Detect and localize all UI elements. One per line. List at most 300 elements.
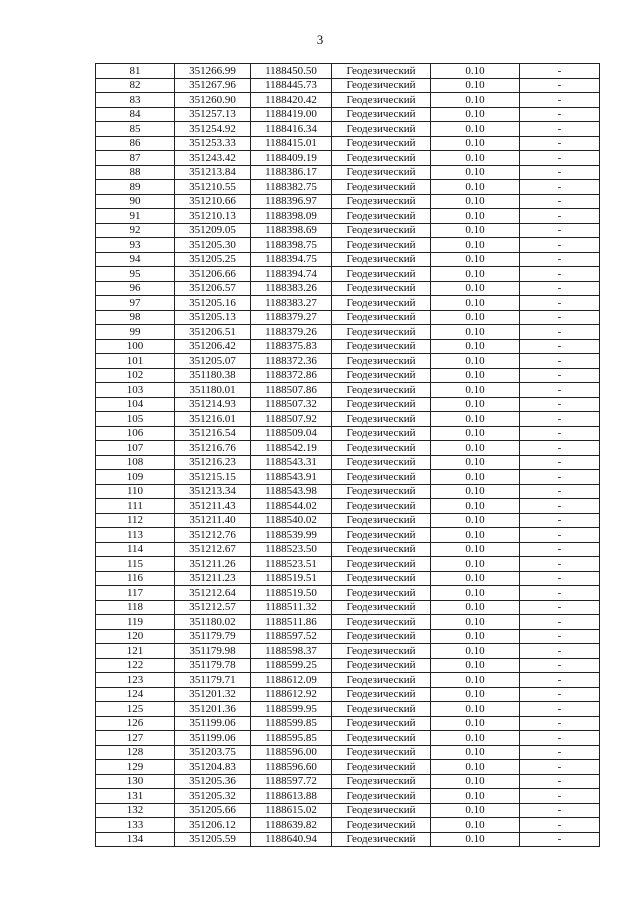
note-cell: - bbox=[520, 151, 600, 166]
point-number-cell: 106 bbox=[96, 426, 175, 441]
y-coordinate-cell: 1188383.26 bbox=[251, 281, 332, 296]
note-cell: - bbox=[520, 209, 600, 224]
method-cell: Геодезический bbox=[332, 760, 431, 775]
y-coordinate-cell: 1188394.75 bbox=[251, 252, 332, 267]
point-number-cell: 104 bbox=[96, 397, 175, 412]
y-coordinate-cell: 1188519.51 bbox=[251, 571, 332, 586]
table-row bbox=[96, 455, 600, 470]
method-cell: Геодезический bbox=[332, 571, 431, 586]
x-coordinate-cell: 351215.15 bbox=[175, 470, 251, 485]
accuracy-cell: 0.10 bbox=[431, 368, 520, 383]
point-number-cell: 101 bbox=[96, 354, 175, 369]
y-coordinate-cell: 1188599.25 bbox=[251, 658, 332, 673]
method-cell: Геодезический bbox=[332, 151, 431, 166]
accuracy-cell: 0.10 bbox=[431, 644, 520, 659]
note-cell: - bbox=[520, 600, 600, 615]
point-number-cell: 127 bbox=[96, 731, 175, 746]
table-row bbox=[96, 731, 600, 746]
table-row bbox=[96, 209, 600, 224]
table-row bbox=[96, 122, 600, 137]
method-cell: Геодезический bbox=[332, 223, 431, 238]
point-number-cell: 103 bbox=[96, 383, 175, 398]
table-row bbox=[96, 484, 600, 499]
y-coordinate-cell: 1188420.42 bbox=[251, 93, 332, 108]
y-coordinate-cell: 1188507.32 bbox=[251, 397, 332, 412]
method-cell: Геодезический bbox=[332, 789, 431, 804]
table-row bbox=[96, 180, 600, 195]
point-number-cell: 90 bbox=[96, 194, 175, 209]
method-cell: Геодезический bbox=[332, 542, 431, 557]
table-row bbox=[96, 93, 600, 108]
accuracy-cell: 0.10 bbox=[431, 702, 520, 717]
note-cell: - bbox=[520, 383, 600, 398]
y-coordinate-cell: 1188544.02 bbox=[251, 499, 332, 514]
accuracy-cell: 0.10 bbox=[431, 209, 520, 224]
table-row bbox=[96, 383, 600, 398]
x-coordinate-cell: 351211.26 bbox=[175, 557, 251, 572]
x-coordinate-cell: 351216.23 bbox=[175, 455, 251, 470]
point-number-cell: 109 bbox=[96, 470, 175, 485]
method-cell: Геодезический bbox=[332, 832, 431, 847]
x-coordinate-cell: 351216.76 bbox=[175, 441, 251, 456]
y-coordinate-cell: 1188615.02 bbox=[251, 803, 332, 818]
y-coordinate-cell: 1188639.82 bbox=[251, 818, 332, 833]
table-row bbox=[96, 281, 600, 296]
point-number-cell: 116 bbox=[96, 571, 175, 586]
table-row bbox=[96, 586, 600, 601]
point-number-cell: 134 bbox=[96, 832, 175, 847]
point-number-cell: 107 bbox=[96, 441, 175, 456]
x-coordinate-cell: 351201.32 bbox=[175, 687, 251, 702]
note-cell: - bbox=[520, 441, 600, 456]
x-coordinate-cell: 351210.13 bbox=[175, 209, 251, 224]
table-row bbox=[96, 818, 600, 833]
method-cell: Геодезический bbox=[332, 354, 431, 369]
table-row bbox=[96, 528, 600, 543]
x-coordinate-cell: 351206.42 bbox=[175, 339, 251, 354]
method-cell: Геодезический bbox=[332, 209, 431, 224]
accuracy-cell: 0.10 bbox=[431, 64, 520, 79]
x-coordinate-cell: 351267.96 bbox=[175, 78, 251, 93]
point-number-cell: 113 bbox=[96, 528, 175, 543]
x-coordinate-cell: 351179.98 bbox=[175, 644, 251, 659]
y-coordinate-cell: 1188542.19 bbox=[251, 441, 332, 456]
x-coordinate-cell: 351179.71 bbox=[175, 673, 251, 688]
note-cell: - bbox=[520, 136, 600, 151]
table-row bbox=[96, 745, 600, 760]
point-number-cell: 89 bbox=[96, 180, 175, 195]
method-cell: Геодезический bbox=[332, 136, 431, 151]
accuracy-cell: 0.10 bbox=[431, 470, 520, 485]
point-number-cell: 87 bbox=[96, 151, 175, 166]
point-number-cell: 108 bbox=[96, 455, 175, 470]
y-coordinate-cell: 1188394.74 bbox=[251, 267, 332, 282]
accuracy-cell: 0.10 bbox=[431, 267, 520, 282]
y-coordinate-cell: 1188409.19 bbox=[251, 151, 332, 166]
accuracy-cell: 0.10 bbox=[431, 716, 520, 731]
point-number-cell: 96 bbox=[96, 281, 175, 296]
accuracy-cell: 0.10 bbox=[431, 818, 520, 833]
accuracy-cell: 0.10 bbox=[431, 151, 520, 166]
method-cell: Геодезический bbox=[332, 412, 431, 427]
y-coordinate-cell: 1188419.00 bbox=[251, 107, 332, 122]
method-cell: Геодезический bbox=[332, 499, 431, 514]
note-cell: - bbox=[520, 397, 600, 412]
accuracy-cell: 0.10 bbox=[431, 760, 520, 775]
coordinates-table bbox=[95, 63, 600, 847]
point-number-cell: 91 bbox=[96, 209, 175, 224]
x-coordinate-cell: 351216.54 bbox=[175, 426, 251, 441]
y-coordinate-cell: 1188511.86 bbox=[251, 615, 332, 630]
method-cell: Геодезический bbox=[332, 615, 431, 630]
table-row bbox=[96, 151, 600, 166]
point-number-cell: 121 bbox=[96, 644, 175, 659]
y-coordinate-cell: 1188375.83 bbox=[251, 339, 332, 354]
note-cell: - bbox=[520, 644, 600, 659]
method-cell: Геодезический bbox=[332, 78, 431, 93]
x-coordinate-cell: 351257.13 bbox=[175, 107, 251, 122]
table-row bbox=[96, 658, 600, 673]
y-coordinate-cell: 1188543.98 bbox=[251, 484, 332, 499]
table-row bbox=[96, 252, 600, 267]
x-coordinate-cell: 351205.36 bbox=[175, 774, 251, 789]
note-cell: - bbox=[520, 513, 600, 528]
y-coordinate-cell: 1188450.50 bbox=[251, 64, 332, 79]
note-cell: - bbox=[520, 412, 600, 427]
note-cell: - bbox=[520, 78, 600, 93]
note-cell: - bbox=[520, 803, 600, 818]
accuracy-cell: 0.10 bbox=[431, 354, 520, 369]
x-coordinate-cell: 351180.38 bbox=[175, 368, 251, 383]
table-row bbox=[96, 107, 600, 122]
point-number-cell: 117 bbox=[96, 586, 175, 601]
accuracy-cell: 0.10 bbox=[431, 93, 520, 108]
method-cell: Геодезический bbox=[332, 397, 431, 412]
table-row bbox=[96, 368, 600, 383]
table-row bbox=[96, 325, 600, 340]
point-number-cell: 130 bbox=[96, 774, 175, 789]
note-cell: - bbox=[520, 194, 600, 209]
point-number-cell: 102 bbox=[96, 368, 175, 383]
y-coordinate-cell: 1188398.69 bbox=[251, 223, 332, 238]
point-number-cell: 92 bbox=[96, 223, 175, 238]
accuracy-cell: 0.10 bbox=[431, 136, 520, 151]
point-number-cell: 114 bbox=[96, 542, 175, 557]
point-number-cell: 133 bbox=[96, 818, 175, 833]
method-cell: Геодезический bbox=[332, 165, 431, 180]
point-number-cell: 118 bbox=[96, 600, 175, 615]
method-cell: Геодезический bbox=[332, 687, 431, 702]
point-number-cell: 105 bbox=[96, 412, 175, 427]
method-cell: Геодезический bbox=[332, 586, 431, 601]
note-cell: - bbox=[520, 702, 600, 717]
point-number-cell: 131 bbox=[96, 789, 175, 804]
point-number-cell: 88 bbox=[96, 165, 175, 180]
table-row bbox=[96, 832, 600, 847]
note-cell: - bbox=[520, 745, 600, 760]
table-row bbox=[96, 542, 600, 557]
table-row bbox=[96, 600, 600, 615]
note-cell: - bbox=[520, 252, 600, 267]
point-number-cell: 93 bbox=[96, 238, 175, 253]
table-row bbox=[96, 687, 600, 702]
y-coordinate-cell: 1188596.00 bbox=[251, 745, 332, 760]
x-coordinate-cell: 351203.75 bbox=[175, 745, 251, 760]
point-number-cell: 83 bbox=[96, 93, 175, 108]
method-cell: Геодезический bbox=[332, 441, 431, 456]
point-number-cell: 85 bbox=[96, 122, 175, 137]
y-coordinate-cell: 1188379.27 bbox=[251, 310, 332, 325]
y-coordinate-cell: 1188509.04 bbox=[251, 426, 332, 441]
accuracy-cell: 0.10 bbox=[431, 571, 520, 586]
method-cell: Геодезический bbox=[332, 658, 431, 673]
accuracy-cell: 0.10 bbox=[431, 455, 520, 470]
method-cell: Геодезический bbox=[332, 122, 431, 137]
method-cell: Геодезический bbox=[332, 281, 431, 296]
y-coordinate-cell: 1188383.27 bbox=[251, 296, 332, 311]
method-cell: Геодезический bbox=[332, 731, 431, 746]
table-row bbox=[96, 78, 600, 93]
y-coordinate-cell: 1188596.60 bbox=[251, 760, 332, 775]
table-row bbox=[96, 267, 600, 282]
accuracy-cell: 0.10 bbox=[431, 832, 520, 847]
table-row bbox=[96, 789, 600, 804]
x-coordinate-cell: 351199.06 bbox=[175, 716, 251, 731]
method-cell: Геодезический bbox=[332, 557, 431, 572]
point-number-cell: 126 bbox=[96, 716, 175, 731]
note-cell: - bbox=[520, 673, 600, 688]
method-cell: Геодезический bbox=[332, 774, 431, 789]
y-coordinate-cell: 1188398.75 bbox=[251, 238, 332, 253]
y-coordinate-cell: 1188386.17 bbox=[251, 165, 332, 180]
table-row bbox=[96, 397, 600, 412]
note-cell: - bbox=[520, 93, 600, 108]
note-cell: - bbox=[520, 64, 600, 79]
method-cell: Геодезический bbox=[332, 194, 431, 209]
note-cell: - bbox=[520, 615, 600, 630]
note-cell: - bbox=[520, 499, 600, 514]
accuracy-cell: 0.10 bbox=[431, 658, 520, 673]
x-coordinate-cell: 351206.51 bbox=[175, 325, 251, 340]
accuracy-cell: 0.10 bbox=[431, 789, 520, 804]
table-row bbox=[96, 803, 600, 818]
x-coordinate-cell: 351211.23 bbox=[175, 571, 251, 586]
table-row bbox=[96, 644, 600, 659]
method-cell: Геодезический bbox=[332, 339, 431, 354]
method-cell: Геодезический bbox=[332, 368, 431, 383]
accuracy-cell: 0.10 bbox=[431, 499, 520, 514]
x-coordinate-cell: 351205.16 bbox=[175, 296, 251, 311]
x-coordinate-cell: 351212.67 bbox=[175, 542, 251, 557]
accuracy-cell: 0.10 bbox=[431, 426, 520, 441]
note-cell: - bbox=[520, 310, 600, 325]
x-coordinate-cell: 351205.32 bbox=[175, 789, 251, 804]
x-coordinate-cell: 351205.30 bbox=[175, 238, 251, 253]
table-row bbox=[96, 615, 600, 630]
x-coordinate-cell: 351205.59 bbox=[175, 832, 251, 847]
y-coordinate-cell: 1188398.09 bbox=[251, 209, 332, 224]
note-cell: - bbox=[520, 281, 600, 296]
point-number-cell: 132 bbox=[96, 803, 175, 818]
accuracy-cell: 0.10 bbox=[431, 731, 520, 746]
accuracy-cell: 0.10 bbox=[431, 484, 520, 499]
x-coordinate-cell: 351211.43 bbox=[175, 499, 251, 514]
x-coordinate-cell: 351213.34 bbox=[175, 484, 251, 499]
method-cell: Геодезический bbox=[332, 383, 431, 398]
y-coordinate-cell: 1188507.92 bbox=[251, 412, 332, 427]
accuracy-cell: 0.10 bbox=[431, 557, 520, 572]
accuracy-cell: 0.10 bbox=[431, 281, 520, 296]
y-coordinate-cell: 1188396.97 bbox=[251, 194, 332, 209]
table-row bbox=[96, 716, 600, 731]
table-row bbox=[96, 673, 600, 688]
method-cell: Геодезический bbox=[332, 513, 431, 528]
y-coordinate-cell: 1188540.02 bbox=[251, 513, 332, 528]
method-cell: Геодезический bbox=[332, 107, 431, 122]
note-cell: - bbox=[520, 368, 600, 383]
method-cell: Геодезический bbox=[332, 673, 431, 688]
coordinates-table-body bbox=[96, 64, 600, 847]
x-coordinate-cell: 351213.84 bbox=[175, 165, 251, 180]
method-cell: Геодезический bbox=[332, 64, 431, 79]
note-cell: - bbox=[520, 789, 600, 804]
x-coordinate-cell: 351243.42 bbox=[175, 151, 251, 166]
note-cell: - bbox=[520, 122, 600, 137]
y-coordinate-cell: 1188523.50 bbox=[251, 542, 332, 557]
x-coordinate-cell: 351205.13 bbox=[175, 310, 251, 325]
note-cell: - bbox=[520, 107, 600, 122]
point-number-cell: 100 bbox=[96, 339, 175, 354]
table-row bbox=[96, 702, 600, 717]
accuracy-cell: 0.10 bbox=[431, 122, 520, 137]
method-cell: Геодезический bbox=[332, 716, 431, 731]
note-cell: - bbox=[520, 629, 600, 644]
note-cell: - bbox=[520, 455, 600, 470]
point-number-cell: 115 bbox=[96, 557, 175, 572]
note-cell: - bbox=[520, 731, 600, 746]
accuracy-cell: 0.10 bbox=[431, 165, 520, 180]
point-number-cell: 99 bbox=[96, 325, 175, 340]
accuracy-cell: 0.10 bbox=[431, 238, 520, 253]
accuracy-cell: 0.10 bbox=[431, 673, 520, 688]
y-coordinate-cell: 1188382.75 bbox=[251, 180, 332, 195]
table-row bbox=[96, 354, 600, 369]
method-cell: Геодезический bbox=[332, 325, 431, 340]
note-cell: - bbox=[520, 267, 600, 282]
y-coordinate-cell: 1188379.26 bbox=[251, 325, 332, 340]
method-cell: Геодезический bbox=[332, 238, 431, 253]
method-cell: Геодезический bbox=[332, 484, 431, 499]
x-coordinate-cell: 351209.05 bbox=[175, 223, 251, 238]
method-cell: Геодезический bbox=[332, 818, 431, 833]
x-coordinate-cell: 351260.90 bbox=[175, 93, 251, 108]
accuracy-cell: 0.10 bbox=[431, 441, 520, 456]
x-coordinate-cell: 351210.55 bbox=[175, 180, 251, 195]
x-coordinate-cell: 351266.99 bbox=[175, 64, 251, 79]
point-number-cell: 94 bbox=[96, 252, 175, 267]
y-coordinate-cell: 1188372.36 bbox=[251, 354, 332, 369]
accuracy-cell: 0.10 bbox=[431, 412, 520, 427]
y-coordinate-cell: 1188519.50 bbox=[251, 586, 332, 601]
accuracy-cell: 0.10 bbox=[431, 600, 520, 615]
point-number-cell: 120 bbox=[96, 629, 175, 644]
note-cell: - bbox=[520, 658, 600, 673]
table-row bbox=[96, 296, 600, 311]
table-row bbox=[96, 513, 600, 528]
accuracy-cell: 0.10 bbox=[431, 223, 520, 238]
table-row bbox=[96, 310, 600, 325]
point-number-cell: 124 bbox=[96, 687, 175, 702]
table-row bbox=[96, 136, 600, 151]
y-coordinate-cell: 1188507.86 bbox=[251, 383, 332, 398]
method-cell: Геодезический bbox=[332, 310, 431, 325]
accuracy-cell: 0.10 bbox=[431, 803, 520, 818]
x-coordinate-cell: 351201.36 bbox=[175, 702, 251, 717]
method-cell: Геодезический bbox=[332, 93, 431, 108]
table-row bbox=[96, 194, 600, 209]
x-coordinate-cell: 351210.66 bbox=[175, 194, 251, 209]
accuracy-cell: 0.10 bbox=[431, 513, 520, 528]
x-coordinate-cell: 351179.78 bbox=[175, 658, 251, 673]
table-row bbox=[96, 426, 600, 441]
point-number-cell: 97 bbox=[96, 296, 175, 311]
note-cell: - bbox=[520, 339, 600, 354]
accuracy-cell: 0.10 bbox=[431, 615, 520, 630]
note-cell: - bbox=[520, 832, 600, 847]
y-coordinate-cell: 1188612.92 bbox=[251, 687, 332, 702]
accuracy-cell: 0.10 bbox=[431, 296, 520, 311]
note-cell: - bbox=[520, 165, 600, 180]
y-coordinate-cell: 1188543.31 bbox=[251, 455, 332, 470]
accuracy-cell: 0.10 bbox=[431, 194, 520, 209]
accuracy-cell: 0.10 bbox=[431, 687, 520, 702]
x-coordinate-cell: 351199.06 bbox=[175, 731, 251, 746]
x-coordinate-cell: 351212.57 bbox=[175, 600, 251, 615]
note-cell: - bbox=[520, 760, 600, 775]
table-row bbox=[96, 441, 600, 456]
accuracy-cell: 0.10 bbox=[431, 252, 520, 267]
table-row bbox=[96, 165, 600, 180]
accuracy-cell: 0.10 bbox=[431, 339, 520, 354]
accuracy-cell: 0.10 bbox=[431, 774, 520, 789]
method-cell: Геодезический bbox=[332, 629, 431, 644]
x-coordinate-cell: 351253.33 bbox=[175, 136, 251, 151]
point-number-cell: 98 bbox=[96, 310, 175, 325]
x-coordinate-cell: 351206.12 bbox=[175, 818, 251, 833]
point-number-cell: 84 bbox=[96, 107, 175, 122]
point-number-cell: 112 bbox=[96, 513, 175, 528]
table-row bbox=[96, 64, 600, 79]
point-number-cell: 123 bbox=[96, 673, 175, 688]
method-cell: Геодезический bbox=[332, 296, 431, 311]
point-number-cell: 128 bbox=[96, 745, 175, 760]
accuracy-cell: 0.10 bbox=[431, 629, 520, 644]
method-cell: Геодезический bbox=[332, 745, 431, 760]
note-cell: - bbox=[520, 325, 600, 340]
method-cell: Геодезический bbox=[332, 455, 431, 470]
x-coordinate-cell: 351206.66 bbox=[175, 267, 251, 282]
y-coordinate-cell: 1188597.72 bbox=[251, 774, 332, 789]
note-cell: - bbox=[520, 687, 600, 702]
point-number-cell: 111 bbox=[96, 499, 175, 514]
point-number-cell: 129 bbox=[96, 760, 175, 775]
method-cell: Геодезический bbox=[332, 600, 431, 615]
table-row bbox=[96, 499, 600, 514]
method-cell: Геодезический bbox=[332, 803, 431, 818]
y-coordinate-cell: 1188595.85 bbox=[251, 731, 332, 746]
y-coordinate-cell: 1188539.99 bbox=[251, 528, 332, 543]
y-coordinate-cell: 1188597.52 bbox=[251, 629, 332, 644]
